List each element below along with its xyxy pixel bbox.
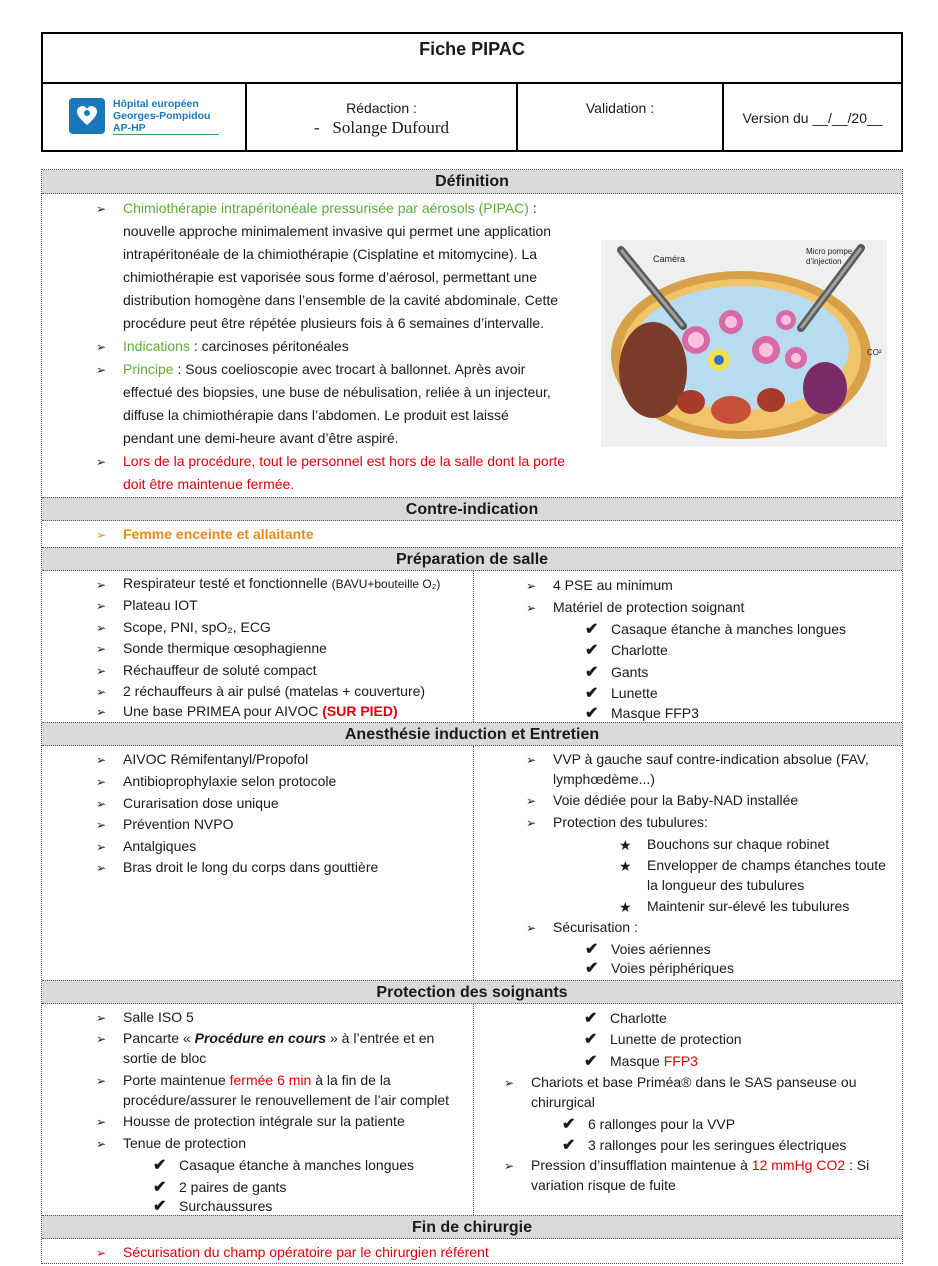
prep-check-5: Masque FFP3 <box>611 705 699 721</box>
pipac-line-5: procédure peut être répétée plusieurs fois à 6 semaines d’intervalle. <box>123 315 545 331</box>
indications-label: Indications <box>123 338 190 354</box>
bullet-arrow-icon: ➢ <box>96 1115 107 1129</box>
prot-rallonge-1: 6 rallonges pour la VVP <box>588 1116 736 1132</box>
bullet-arrow-icon: ➢ <box>96 1032 107 1046</box>
pression-post: : Si <box>845 1157 870 1173</box>
bullet-arrow-icon: ➢ <box>96 1137 107 1151</box>
protection-heading: Protection des soignants <box>42 980 902 1004</box>
bullet-arrow-icon: ➢ <box>96 1074 107 1088</box>
bullet-arrow-icon: ➢ <box>96 642 107 656</box>
bullet-arrow-icon: ➢ <box>96 621 107 635</box>
bullet-arrow-icon: ➢ <box>504 1076 515 1090</box>
prep-check-1: Casaque étanche à manches longues <box>611 621 847 637</box>
principe <box>123 361 525 377</box>
check-icon: ✔ <box>585 705 599 722</box>
check-icon: ✔ <box>153 1179 167 1196</box>
prot-tenue-2: 2 paires de gants <box>179 1179 287 1195</box>
bullet-arrow-icon: ➢ <box>526 579 537 593</box>
anes-sec-1: Voies aériennes <box>611 941 711 957</box>
bullet-arrow-icon: ➢ <box>96 685 107 699</box>
prot-housse: Housse de protection intégrale sur la patiente <box>123 1113 405 1129</box>
anes-left-1: AIVOC Rémifentanyl/Propofol <box>123 751 309 767</box>
star-icon: ★ <box>619 858 632 874</box>
prep-item-1-text: Respirateur testé et fonctionnelle <box>123 575 328 591</box>
prep-item-1-small: (BAVU+bouteille O₂) <box>331 577 441 591</box>
co2-label: CO² <box>867 348 882 357</box>
check-icon: ✔ <box>585 621 599 638</box>
pipac-line-2: intrapéritonéale de la chimiothérapie (Cisplatine et mitomycine). La <box>123 246 537 262</box>
anes-vvp-1: VVP à gauche sauf contre-indication absolue (FAV, <box>553 751 869 767</box>
logo-line-3: AP-HP <box>113 122 146 134</box>
bullet-arrow-icon: ➢ <box>96 363 107 377</box>
bullet-arrow-icon: ➢ <box>526 601 537 615</box>
porte-pre: Porte maintenue <box>123 1072 230 1088</box>
principe-line-1: : Sous coelioscopie avec trocart à ballonnet. Après avoir <box>173 361 526 377</box>
prot-masque <box>610 1053 698 1069</box>
bullet-arrow-icon: ➢ <box>96 578 107 592</box>
prot-chariots-2: chirurgical <box>531 1094 595 1110</box>
anes-securisation: Sécurisation : <box>553 919 638 935</box>
prep-check-4: Lunette <box>611 685 658 701</box>
camera-label: Caméra <box>653 254 686 264</box>
prot-tenue: Tenue de protection <box>123 1135 246 1151</box>
column-divider <box>473 571 474 722</box>
star-icon: ★ <box>619 837 632 853</box>
warning-line-1: Lors de la procédure, tout le personnel est hors de la salle dont la porte <box>123 453 566 469</box>
prot-right-2: Lunette de protection <box>610 1031 742 1047</box>
check-icon: ✔ <box>585 664 599 681</box>
bullet-arrow-icon: ➢ <box>96 455 107 469</box>
redaction-cell <box>247 84 518 152</box>
anes-left-4: Prévention NVPO <box>123 816 234 832</box>
document-title: Fiche PIPAC <box>43 34 901 84</box>
check-icon: ✔ <box>584 1053 598 1070</box>
bullet-arrow-icon: ➢ <box>526 794 537 808</box>
prep-item-7-text: Une base PRIMEA pour AIVOC <box>123 703 319 719</box>
contre-indication-heading: Contre-indication <box>42 497 902 521</box>
pancarte-pre: Pancarte « <box>123 1030 195 1046</box>
bullet-arrow-icon: ➢ <box>96 664 107 678</box>
prep-item-4: Sonde thermique œsophagienne <box>123 640 327 656</box>
check-icon: ✔ <box>153 1157 167 1174</box>
redaction-dash: - <box>313 118 320 137</box>
main-table <box>41 169 903 1264</box>
bullet-arrow-icon: ➢ <box>526 753 537 767</box>
validation-cell <box>518 84 724 152</box>
hospital-logo-icon <box>69 98 105 134</box>
column-divider <box>473 1004 474 1215</box>
prep-item-2: Plateau IOT <box>123 597 198 613</box>
indications <box>123 338 349 354</box>
bullet-arrow-icon: ➢ <box>96 753 107 767</box>
prep-item-5: Réchauffeur de soluté compact <box>123 662 317 678</box>
preparation-heading: Préparation de salle <box>42 547 902 571</box>
indications-text: : carcinoses péritonéales <box>189 338 349 354</box>
pipac-line-4: distribution homogène dans l’ensemble de la cavité abdominale. Cette <box>123 292 559 308</box>
anes-voie: Voie dédiée pour la Baby-NAD installée <box>553 792 799 808</box>
anes-star-3: Maintenir sur-élevé les tubulures <box>647 898 850 914</box>
redaction-label: Rédaction : <box>346 100 417 116</box>
bullet-arrow-icon: ➢ <box>96 775 107 789</box>
principe-line-2: effectué des biopsies, une buse de nébulisation, reliée à un injecteur, <box>123 384 551 400</box>
prep-item-6: 2 réchauffeurs à air pulsé (matelas + couverture) <box>123 683 426 699</box>
principe-line-3: diffuse la chimiothérapie dans l’abdomen. Le produit est laissé <box>123 407 509 423</box>
prep-check-3: Gants <box>611 664 649 680</box>
prot-right-1: Charlotte <box>610 1010 667 1026</box>
bullet-arrow-icon: ➢ <box>96 705 107 719</box>
check-icon: ✔ <box>562 1116 576 1133</box>
prot-chariots-1: Chariots et base Priméa® dans le SAS panseuse ou <box>531 1074 857 1090</box>
logo-line-2: Georges-Pompidou <box>113 110 211 122</box>
prot-pancarte-2: sortie de bloc <box>123 1050 207 1066</box>
pression-red: 12 mmHg CO2 <box>751 1157 846 1173</box>
anes-left-5: Antalgiques <box>123 838 197 854</box>
header-table <box>41 32 903 152</box>
bullet-arrow-icon: ➢ <box>96 818 107 832</box>
definition-heading: Définition <box>42 170 902 194</box>
redaction-author <box>247 118 516 138</box>
anes-sec-2: Voies périphériques <box>611 960 734 976</box>
prep-right-2: Matériel de protection soignant <box>553 599 745 615</box>
anes-star-1: Bouchons sur chaque robinet <box>647 836 830 852</box>
bullet-arrow-icon: ➢ <box>96 202 107 216</box>
pipac-colon: : <box>528 200 537 216</box>
bullet-arrow-icon: ➢ <box>96 840 107 854</box>
pipac-line-1: nouvelle approche minimalement invasive qui permet une application <box>123 223 552 239</box>
prot-salle: Salle ISO 5 <box>123 1009 194 1025</box>
porte-post: à la fin de la <box>311 1072 391 1088</box>
bullet-arrow-icon: ➢ <box>96 599 107 613</box>
pression-pre: Pression d’insufflation maintenue à <box>531 1157 752 1173</box>
prot-rallonge-2: 3 rallonges pour les seringues électriques <box>588 1137 847 1153</box>
anes-left-2: Antibioprophylaxie selon protocole <box>123 773 337 789</box>
pipac-line-3: chimiothérapie est vaporisée sous forme d’aérosol, permettant une <box>123 269 537 285</box>
bullet-arrow-icon: ➢ <box>526 816 537 830</box>
prep-item-7-red: (SUR PIED) <box>322 703 398 719</box>
logo-text <box>113 98 210 134</box>
check-icon: ✔ <box>585 960 599 977</box>
prep-item-3: Scope, PNI, spO₂, ECG <box>123 619 271 635</box>
masque-red: FFP3 <box>663 1053 698 1069</box>
pipac-illustration <box>601 240 887 447</box>
prot-pancarte <box>123 1030 434 1046</box>
anes-left-6: Bras droit le long du corps dans gouttière <box>123 859 379 875</box>
prot-tenue-3: Surchaussures <box>179 1198 273 1214</box>
bullet-arrow-icon: ➢ <box>96 797 107 811</box>
contre-indication-item: Femme enceinte et allaitante <box>123 526 314 542</box>
anesthesie-heading: Anesthésie induction et Entretien <box>42 722 902 746</box>
prep-check-2: Charlotte <box>611 642 668 658</box>
warning-line-2: doit être maintenue fermée. <box>123 476 295 492</box>
prep-item-1 <box>123 575 440 591</box>
bullet-arrow-icon: ➢ <box>96 861 107 875</box>
logo-underline <box>113 134 219 135</box>
check-icon: ✔ <box>585 941 599 958</box>
fin-item: Sécurisation du champ opératoire par le chirurgien référent <box>123 1244 489 1260</box>
pump-label-1: Micro pompe <box>806 247 853 256</box>
pump-label-2: d’injection <box>806 257 842 266</box>
anes-protection: Protection des tubulures: <box>553 814 708 830</box>
anes-star-2b: la longueur des tubulures <box>647 877 805 893</box>
principe-line-4: pendant une demi-heure avant d’être aspiré. <box>123 430 399 446</box>
anes-star-2: Envelopper de champs étanches toute <box>647 857 886 873</box>
prep-right-1: 4 PSE au minimum <box>553 577 673 593</box>
check-icon: ✔ <box>585 642 599 659</box>
prot-tenue-1: Casaque étanche à manches longues <box>179 1157 415 1173</box>
anes-left-3: Curarisation dose unique <box>123 795 279 811</box>
masque-pre: Masque <box>610 1053 664 1069</box>
check-icon: ✔ <box>153 1198 167 1215</box>
validation-label: Validation : <box>585 100 655 116</box>
anes-vvp-2: lymphœdème...) <box>553 771 655 787</box>
bullet-arrow-icon: ➢ <box>96 1246 107 1260</box>
prot-porte-2: procédure/assurer le renouvellement de l’air complet <box>123 1092 450 1108</box>
prot-porte <box>123 1072 391 1088</box>
pipac-term-text: Chimiothérapie intrapéritonéale pressurisée par aérosols (PIPAC) <box>123 200 529 216</box>
check-icon: ✔ <box>584 1010 598 1027</box>
bullet-arrow-icon: ➢ <box>96 528 107 542</box>
pancarte-em: Procédure en cours <box>194 1030 327 1046</box>
check-icon: ✔ <box>584 1031 598 1048</box>
check-icon: ✔ <box>562 1137 576 1154</box>
prep-item-7 <box>123 703 398 719</box>
version-cell: Version du __/__/20__ <box>742 110 883 126</box>
logo-line-1: Hôpital européen <box>113 98 199 110</box>
fin-heading: Fin de chirurgie <box>42 1215 902 1239</box>
prot-pression-2: variation risque de fuite <box>531 1177 676 1193</box>
bullet-arrow-icon: ➢ <box>526 921 537 935</box>
check-icon: ✔ <box>585 685 599 702</box>
prot-pression <box>531 1157 869 1173</box>
bullet-arrow-icon: ➢ <box>96 1011 107 1025</box>
star-icon: ★ <box>619 899 632 915</box>
pancarte-post: » à l’entrée et en <box>326 1030 435 1046</box>
pipac-term <box>123 200 537 216</box>
bullet-arrow-icon: ➢ <box>96 340 107 354</box>
column-divider <box>473 746 474 980</box>
logo-cell <box>43 84 247 152</box>
redaction-name: Solange Dufourd <box>332 118 450 137</box>
porte-red: fermée 6 min <box>229 1072 312 1088</box>
bullet-arrow-icon: ➢ <box>504 1159 515 1173</box>
principe-label: Principe <box>123 361 174 377</box>
